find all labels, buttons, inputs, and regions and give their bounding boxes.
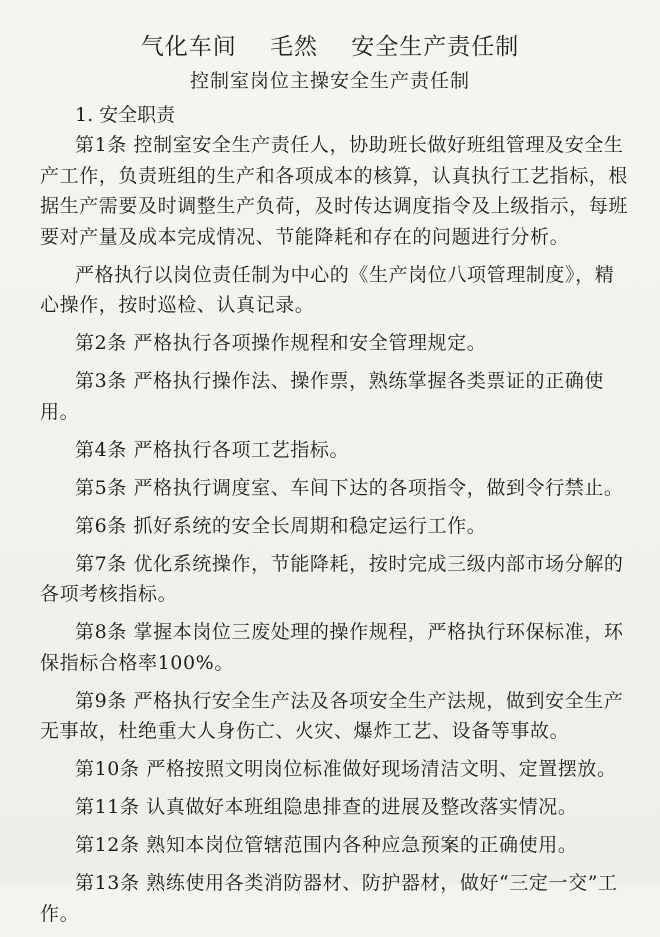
document-body	[40, 130, 630, 937]
article-13: 第13条 熟练使用各类消防器材、防护器材，做好“三定一交”工作。	[40, 872, 618, 925]
article-3: 第3条 严格执行操作法、操作票，熟练掌握各类票证的正确使用。	[40, 370, 604, 423]
article-10: 第10条 严格按照文明岗位标准做好现场清洁文明、定置摆放。	[75, 758, 617, 780]
article-1: 第1条 控制室安全生产责任人，协助班长做好班组管理及安全生产工作，负责班组的生产和各项成本的核算，认真执行工艺指标，根据生产需要及时调整生产负荷，及时传达调度指令及上级指示，每班要对产量及成本完成情况、节能降耗和存在的问题进行分析。	[40, 134, 629, 248]
document-subtitle: 控制室岗位主操安全生产责任制	[189, 70, 470, 92]
article-4: 第4条 严格执行各项工艺指标。	[75, 438, 350, 461]
section-heading: 1. 安全职责	[75, 104, 176, 126]
article-12: 第12条 熟知本岗位管辖范围内各种应急预案的正确使用。	[75, 834, 578, 856]
document-title: 气化车间 毛然 安全生产责任制	[140, 34, 520, 60]
article-6: 第6条 抓好系统的安全长周期和稳定运行工作。	[75, 514, 487, 537]
article-11: 第11条 认真做好本班组隐患排查的进展及整改落实情况。	[75, 796, 578, 818]
article-2: 第2条 严格执行各项操作规程和安全管理规定。	[75, 332, 487, 354]
article-5: 第5条 严格执行调度室、车间下达的各项指令，做到令行禁止。	[75, 476, 624, 499]
article-8: 第8条 掌握本岗位三废处理的操作规程，严格执行环保标准，环保指标合格率100%。	[40, 621, 624, 674]
article-1-continued: 严格执行以岗位责任制为中心的《生产岗位八项管理制度》，精心操作，按时巡检、认真记录。	[40, 263, 615, 316]
article-7: 第7条 优化系统操作，节能降耗，按时完成三级内部市场分解的各项考核指标。	[40, 552, 624, 605]
article-9: 第9条 严格执行安全生产法及各项安全生产法规，做到安全生产无事故，杜绝重大人身伤亡、火灾、爆炸工艺、设备等事故。	[40, 689, 624, 742]
